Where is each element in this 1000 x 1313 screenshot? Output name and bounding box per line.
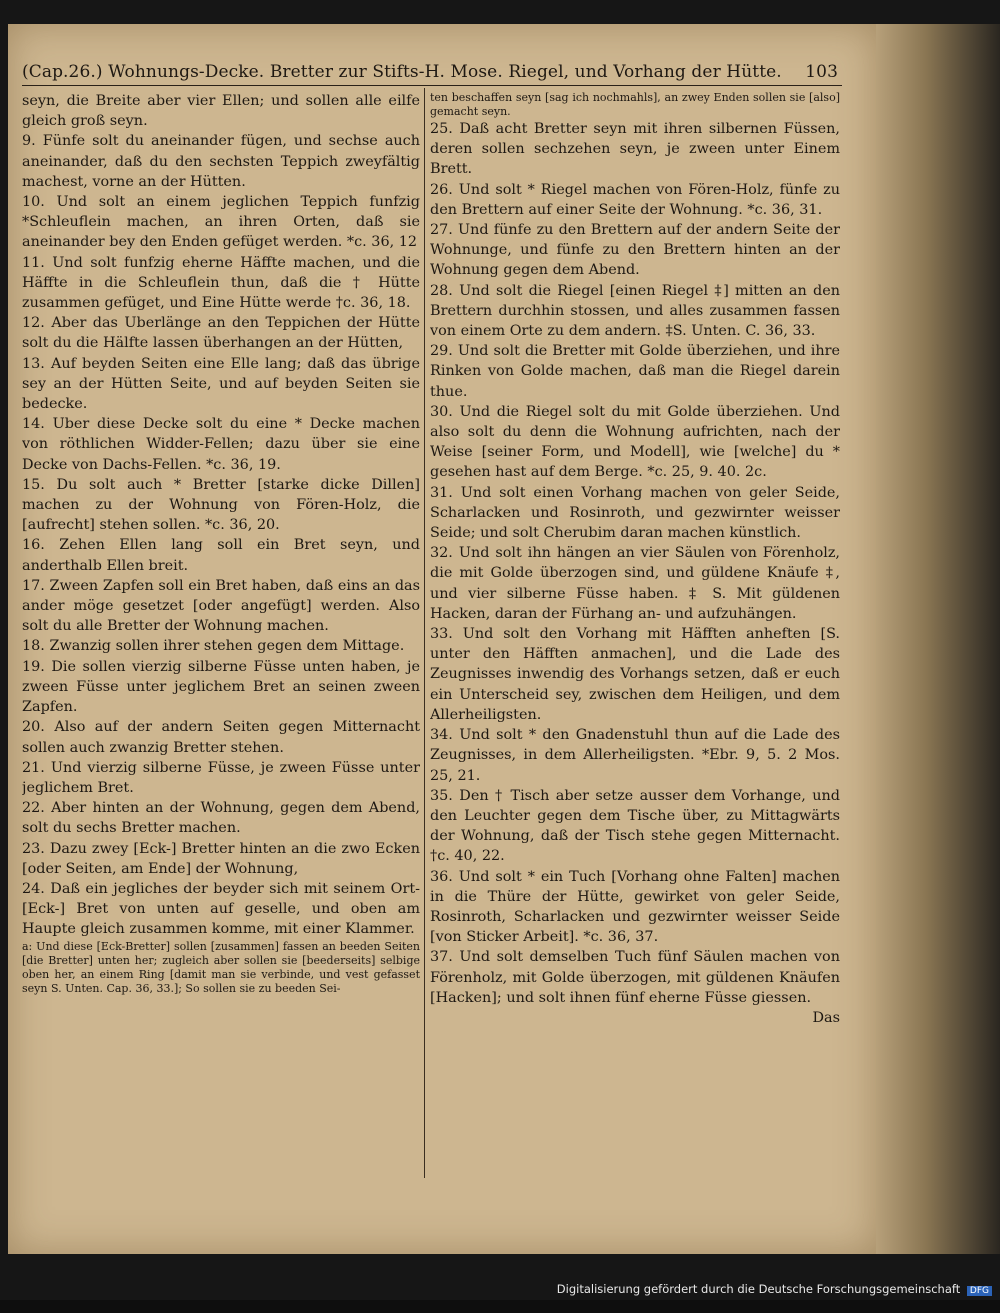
verse-text: 20. Also auf der andern Seiten gegen Mitternacht sollen auch zwanzig Bretter stehen. [22, 719, 420, 756]
verse-text: 34. Und solt * den Gnadenstuhl thun auf die Lade des Zeugnisses, in dem Allerheiligsten. *Ebr. 9, 5. 2 Mos. 25, 21. [430, 727, 840, 784]
verse-text: seyn, die Breite aber vier Ellen; und sollen alle eilfe gleich groß seyn. [22, 93, 420, 130]
verse-text: 35. Den † Tisch aber setze ausser dem Vorhange, und den Leuchter gegen dem Tische über, zu Mittagwärts der Wohnung, daß der Tisch stehe gegen Mitternacht. †c. 40, 22. [430, 787, 840, 865]
verse-text: 12. Aber das Uberlänge an den Teppichen der Hütte solt du die Hälfte lassen überhangen an der Hütten, [22, 315, 420, 352]
verse-text: 23. Dazu zwey [Eck-] Bretter hinten an die zwo Ecken [oder Seiten, am Ende] der Wohnung, [22, 840, 420, 877]
running-head-title: (Cap.26.) Wohnungs-Decke. Bretter zur Stifts-H. Mose. Riegel, und Vorhang der Hütte. [22, 62, 782, 82]
verse-text: 15. Du solt auch * Bretter [starke dicke Dillen] machen zu der Wohnung von Fören-Holz, die [aufrecht] stehen sollen. *c. 36, 20. [22, 476, 420, 534]
verse-text: 13. Auf beyden Seiten eine Elle lang; daß das übrige sey an der Hütten Seite, und auf beyden Seiten sie bedecke. [22, 355, 420, 413]
verse-text: 37. Und solt demselben Tuch fünf Säulen machen von Förenholz, mit Golde überzogen, mit güldenen Knäufen [Hacken]; und solt ihnen fünf eherne Füsse giessen. [430, 949, 840, 1006]
verse-text: 14. Uber diese Decke solt du eine * Decke machen von röthlichen Widder-Fellen; dazu über sie eine Decke von Dachs-Fellen. *c. 36, 19. [22, 416, 420, 473]
footnote: a: Und diese [Eck-Bretter] sollen [zusammen] fassen an beeden Seiten [die Bretter] unten her; zugleich aber sollen sie [beederseits] selbige oben her, an einem Ring [damit man sie verbinde, und vest gefasset seyn S. Unten. Cap. 36, 33.]; So sollen sie zu beeden Sei- [22, 939, 420, 995]
verse-text: 28. Und solt die Riegel [einen Riegel ‡] mitten an den Brettern durchhin stossen, und alles zusammen fassen von einem Orte zu dem andern. ‡S. Unten. C. 36, 33. [430, 282, 840, 340]
verse-text: 26. Und solt * Riegel machen von Fören-Holz, fünfe zu den Brettern auf einer Seite der Wohnung. *c. 36, 31. [430, 181, 840, 218]
footer-bar [0, 1300, 1000, 1313]
dfg-logo: DFG [967, 1286, 992, 1296]
page-edge [876, 24, 1000, 1254]
left-column [22, 91, 420, 1181]
column-rule [424, 88, 425, 1178]
verse-text: 31. Und solt einen Vorhang machen von geler Seide, Scharlacken und Rosinroth, und gezwirnter weisser Seide; und solt Cherubim daran machen künstlich. [430, 484, 840, 542]
verse-text: 17. Zween Zapfen soll ein Bret haben, daß eins an das ander möge gesetzet [oder angefügt] werden. Also solt du alle Bretter der Wohnung machen. [22, 577, 420, 635]
verse-text: 36. Und solt * ein Tuch [Vorhang ohne Falten] machen in die Thüre der Hütte, gewirket von geler Seide, Rosinroth, Scharlacken und gezwirnter weisser Seide [von Sticker Arbeit]. *c. 36, 37. [430, 868, 840, 946]
catchword: Das [812, 1009, 840, 1026]
verse-text: 16. Zehen Ellen lang soll ein Bret seyn, und anderthalb Ellen breit. [22, 537, 420, 574]
verse-text: 30. Und die Riegel solt du mit Golde überziehen. Und also solt du denn die Wohnung aufrichten, nach der Weise [seiner Form, und Modell], wie [welche] du * gesehen hast auf dem Berge. *c. 25, 9. 40. 2c. [430, 403, 840, 481]
verse-text: 27. Und fünfe zu den Brettern auf der andern Seite der Wohnunge, und fünfe zu den Brettern hinten an der Wohnung gegen dem Abend. [430, 222, 840, 279]
verse-text: 9. Fünfe solt du aneinander fügen, und sechse auch aneinander, daß du den sechsten Teppich zweyfältig machest, vorne an der Hütten. [22, 133, 420, 190]
verse-text: 25. Daß acht Bretter seyn mit ihren silbernen Füssen, deren sollen sechzehen seyn, je zween unter Einem Brett. [430, 121, 840, 178]
verse-text: 32. Und solt ihn hängen an vier Säulen von Förenholz, die mit Golde überzogen sind, und güldene Knäufe ‡, und vier silberne Füsse haben. ‡ S. Mit güldenen Hacken, daran der Fürhang an- und aufzuhängen. [430, 545, 840, 622]
verse-text: 24. Daß ein jegliches der beyder sich mit seinem Ort-[Eck-] Bret von unten auf geselle, und oben am Haupte gleich zusammen komme, mit einer Klammer. [22, 880, 420, 938]
verse-text: 10. Und solt an einem jeglichen Teppich funfzig *Schleuflein machen, an ihren Orten, daß sie aneinander bey den Enden gefüget werden. *c. 36, 12 [22, 194, 420, 251]
verse-text: 33. Und solt den Vorhang mit Häfften anheften [S. unter den Häfften anmachen], und die Lade des Zeugnisses inwendig des Vorhangs setzen, daß er euch ein Unterscheid sey, zwischen dem Heiligen, und dem Allerheiligsten. [430, 626, 840, 723]
right-column [430, 91, 840, 1181]
verse-text: 22. Aber hinten an der Wohnung, gegen dem Abend, solt du sechs Bretter machen. [22, 800, 420, 837]
verse-text: 11. Und solt funfzig eherne Häffte machen, und die Häffte in die Schleuflein thun, daß die † Hütte zusammen gefüget, und Eine Hütte werde †c. 36, 18. [22, 254, 420, 312]
verse-text: 21. Und vierzig silberne Füsse, je zween Füsse unter jeglichem Bret. [22, 759, 420, 796]
continued-note: ten beschaffen seyn [sag ich nochmahls], an zwey Enden sollen sie [also] gemacht seyn. [430, 91, 840, 118]
footer-credit [557, 1282, 992, 1296]
verse-text: 19. Die sollen vierzig silberne Füsse unten haben, je zween Füsse unter jeglichem Bret an seinen zween Zapfen. [22, 658, 420, 716]
verse-text: 29. Und solt die Bretter mit Golde überziehen, und ihre Rinken von Golde machen, daß man die Riegel darein thue. [430, 343, 840, 400]
verse-text: 18. Zwanzig sollen ihrer stehen gegen dem Mittage. [22, 638, 405, 655]
footer-credit-text: Digitalisierung gefördert durch die Deutsche Forschungsgemeinschaft [556, 1282, 961, 1296]
running-head [22, 62, 842, 86]
page-number: 103 [805, 62, 838, 82]
